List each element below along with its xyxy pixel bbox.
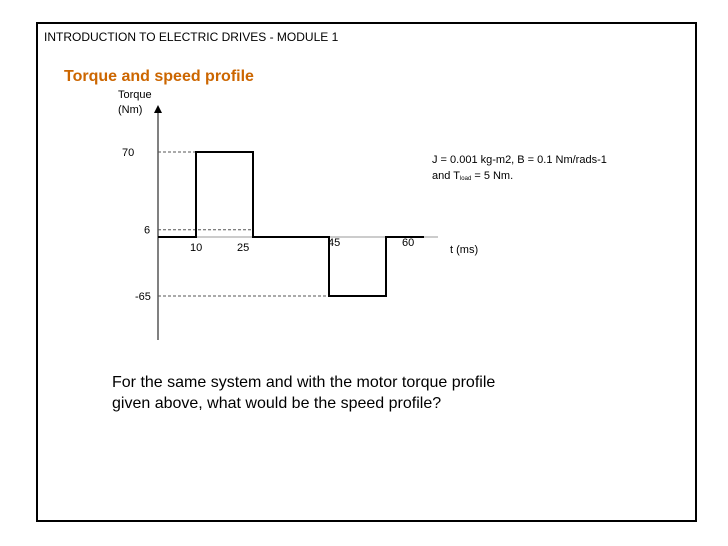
params-load-subscript: load — [459, 176, 472, 182]
x-tick-label: 25 — [237, 242, 250, 254]
x-axis-label: t (ms) — [450, 244, 479, 256]
question-line-1: For the same system and with the motor torque profile — [112, 374, 496, 391]
x-tick-label: 45 — [328, 237, 341, 249]
params-line-2-suffix: = 5 Nm. — [471, 170, 514, 182]
y-tick-label: 6 — [144, 224, 151, 237]
x-tick-label: 10 — [190, 242, 203, 254]
slide-header: INTRODUCTION TO ELECTRIC DRIVES - MODULE 1 — [44, 30, 339, 44]
question-line-2: given above, what would be the speed profile? — [112, 395, 442, 412]
x-tick-label: 60 — [402, 237, 415, 249]
y-axis-label-line-1: Torque — [118, 89, 152, 101]
y-axis-label-line-2: (Nm) — [118, 104, 143, 116]
y-axis-arrow — [154, 105, 162, 113]
y-tick-label: -65 — [135, 291, 151, 303]
params-line-2-prefix: and T — [432, 170, 460, 182]
params-line-1: J = 0.001 kg-m2, B = 0.1 Nm/rads-1 — [432, 154, 607, 166]
slide-title: Torque and speed profile — [64, 68, 254, 85]
y-tick-label: 70 — [122, 147, 135, 159]
torque-profile-line — [158, 152, 424, 296]
